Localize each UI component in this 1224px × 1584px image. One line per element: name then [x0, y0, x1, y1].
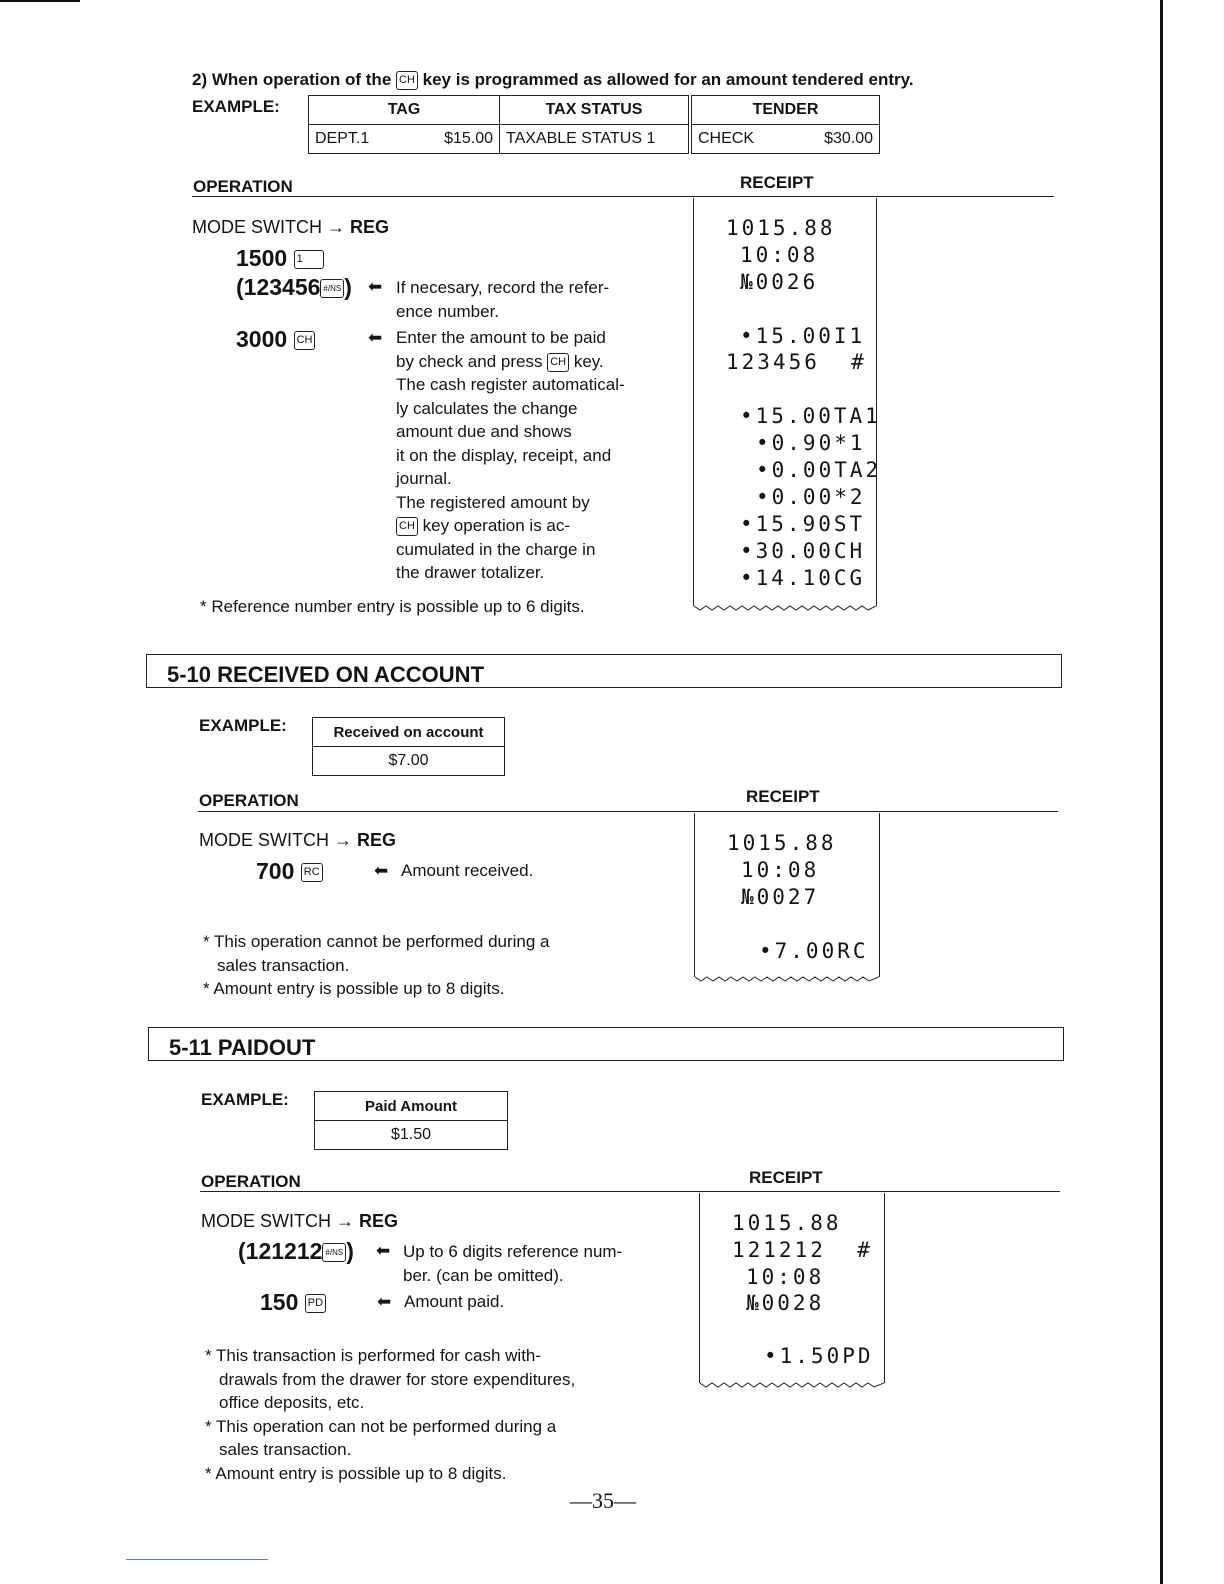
- step-value: 3000: [236, 326, 288, 352]
- mode-switch-line: [199, 830, 396, 851]
- box-header: Paid Amount: [315, 1092, 508, 1121]
- receipt-1: [693, 198, 882, 606]
- left-arrow-icon: ⬅: [377, 1292, 392, 1311]
- arrow-icon: →: [336, 1211, 355, 1231]
- ch-key-icon: CH: [547, 353, 569, 372]
- arrow-icon: →: [327, 217, 346, 237]
- receipt-tear-edge: [700, 1381, 884, 1389]
- box-header: Received on account: [313, 718, 505, 747]
- receipt-line: 10:08: [746, 1265, 825, 1289]
- note-line: * This transaction is performed for cash with-: [205, 1346, 542, 1365]
- divider: [198, 811, 1058, 812]
- ch-key-icon: CH: [294, 331, 316, 350]
- page-number: —35—: [570, 1488, 636, 1513]
- section-title: 5-11 PAIDOUT: [169, 1035, 316, 1060]
- receipt-tear-edge: [694, 604, 876, 612]
- desc-text: by check and press: [396, 351, 543, 371]
- example-label: EXAMPLE:: [199, 716, 287, 735]
- step-desc: Amount received.: [401, 861, 534, 880]
- top-corner-line: [0, 0, 80, 2]
- mode-switch-line: [201, 1211, 398, 1232]
- desc-text: key operation is ac-: [422, 516, 571, 535]
- note-line: * This operation can not be performed during a: [205, 1416, 557, 1436]
- mode-value: REG: [359, 1211, 399, 1231]
- receipt-3: [699, 1193, 885, 1383]
- dept-amount: $15.00: [444, 130, 493, 147]
- desc-line: it on the display, receipt, and: [396, 445, 612, 465]
- step-value: 150: [260, 1289, 299, 1315]
- note-line: * Amount entry is possible up to 8 digits.: [205, 1463, 507, 1483]
- desc-line: [403, 1264, 622, 1288]
- table-cell-tender: [690, 125, 880, 154]
- receipt-line: •1.50PD: [764, 1344, 874, 1368]
- box-value: $1.50: [315, 1121, 508, 1150]
- left-arrow-icon: ⬅: [368, 277, 383, 296]
- receipt-line: •0.90*1: [756, 431, 866, 455]
- table-cell-tag: [309, 125, 500, 154]
- intro-heading: [192, 70, 914, 90]
- desc-line: [396, 350, 625, 374]
- example-box: [312, 717, 505, 776]
- mode-switch-text: MODE SWITCH: [201, 1211, 331, 1231]
- dept-name: DEPT.1: [315, 130, 370, 147]
- desc-line: Up to 6 digits reference num-: [403, 1242, 623, 1261]
- desc-line: ly calculates the change: [396, 398, 578, 418]
- step-ref-number: [238, 1238, 354, 1265]
- example-box: [314, 1091, 508, 1150]
- pd-key-icon: PD: [305, 1294, 326, 1313]
- mode-switch-text: MODE SWITCH: [199, 830, 329, 850]
- step-700: [256, 858, 323, 885]
- ns-key-icon: #/NS: [322, 1243, 346, 1262]
- notes: [205, 1344, 575, 1485]
- receipt-line: •7.00RC: [759, 939, 869, 963]
- desc-line: journal.: [396, 469, 452, 488]
- receipt-line: •30.00CH: [740, 539, 866, 563]
- step-ref-desc: [396, 276, 609, 323]
- dept1-key-icon: 1: [294, 250, 324, 269]
- receipt-line: №0028: [746, 1291, 825, 1315]
- example-label: EXAMPLE:: [201, 1090, 289, 1109]
- receipt-line: 10:08: [741, 858, 820, 882]
- desc-line: If necesary, record the refer-: [396, 278, 610, 297]
- example-label: EXAMPLE:: [192, 97, 280, 116]
- step-close: ): [346, 1238, 354, 1264]
- receipt-line: •0.00*2: [756, 485, 866, 509]
- receipt-line: 1015.88: [726, 216, 836, 240]
- receipt-line: •0.00TA2: [756, 458, 882, 482]
- receipt-line: №0026: [740, 270, 819, 294]
- table-header-tender: TENDER: [690, 96, 880, 125]
- left-arrow-icon: ⬅: [374, 861, 389, 880]
- step-value: (121212: [238, 1238, 323, 1264]
- desc-line: Enter the amount to be paid: [396, 328, 606, 347]
- tender-method: CHECK: [698, 130, 755, 147]
- desc-line: ence number.: [396, 301, 500, 321]
- receipt-label: RECEIPT: [749, 1168, 823, 1187]
- box-value: $7.00: [313, 747, 505, 776]
- step-value: 1500: [236, 245, 288, 271]
- step-ref-number: [236, 274, 352, 301]
- arrow-icon: →: [334, 830, 353, 850]
- receipt-line: 123456 #: [726, 350, 867, 374]
- step-150: [260, 1289, 326, 1316]
- section-header-5-11: [148, 1027, 1064, 1061]
- intro-text-b: key is programmed as allowed for an amount tendered entry.: [422, 70, 914, 89]
- left-arrow-icon: ⬅: [376, 1241, 391, 1260]
- note-line: sales transaction.: [217, 955, 350, 975]
- receipt-label: RECEIPT: [740, 173, 814, 192]
- mode-switch-line: [192, 217, 389, 238]
- step-value: 700: [256, 858, 295, 884]
- step-close: ): [344, 274, 352, 300]
- note-line: office deposits, etc.: [219, 1393, 365, 1412]
- divider: [192, 196, 1054, 197]
- desc-line: [396, 514, 625, 538]
- step-3000-desc: [396, 326, 625, 585]
- step-desc: Amount paid.: [404, 1292, 505, 1311]
- receipt-line: •15.00TA1: [740, 404, 881, 428]
- receipt-label: RECEIPT: [746, 787, 820, 806]
- desc-text: ber. (can be omitted).: [403, 1265, 564, 1285]
- step-value: (123456: [236, 274, 321, 300]
- note-line: drawals from the drawer for store expenditures,: [219, 1369, 576, 1389]
- table-header-tag: TAG: [309, 96, 500, 125]
- mode-value: REG: [357, 830, 397, 850]
- receipt-line: •15.00I1: [740, 324, 866, 348]
- desc-text: key.: [573, 351, 604, 371]
- operation-label: OPERATION: [201, 1172, 301, 1191]
- step-3000: [236, 326, 315, 353]
- receipt-line: 10:08: [740, 243, 819, 267]
- table-header-tax-status: TAX STATUS: [500, 96, 691, 125]
- notes: [203, 930, 550, 1001]
- note-line: sales transaction.: [219, 1440, 352, 1459]
- ns-key-icon: #/NS: [320, 279, 344, 298]
- step-ref-desc: [403, 1240, 622, 1287]
- ch-key-icon: CH: [396, 517, 418, 536]
- receipt-line: 1015.88: [732, 1211, 842, 1235]
- rc-key-icon: RC: [301, 863, 323, 882]
- operation-label: OPERATION: [199, 791, 299, 810]
- section-header-5-10: [146, 654, 1062, 688]
- intro-text-a: 2) When operation of the: [192, 70, 392, 89]
- tender-amount: $30.00: [824, 130, 873, 147]
- step-1500: [236, 245, 324, 272]
- receipt-line: №0027: [741, 885, 820, 909]
- table-cell-tax-status: TAXABLE STATUS 1: [500, 125, 691, 154]
- note-line: * Amount entry is possible up to 8 digits.: [203, 979, 505, 998]
- receipt-tear-edge: [695, 975, 879, 983]
- left-arrow-icon: ⬅: [368, 328, 383, 347]
- desc-line: The cash register automatical-: [396, 375, 625, 394]
- ch-key-icon: CH: [396, 71, 418, 90]
- section-title: 5-10 RECEIVED ON ACCOUNT: [167, 662, 485, 687]
- receipt-line: •14.10CG: [740, 566, 866, 590]
- footnote: * Reference number entry is possible up to 6 digits.: [200, 597, 585, 616]
- note-line: * This operation cannot be performed during a: [203, 932, 550, 951]
- mode-value: REG: [350, 217, 390, 237]
- divider: [200, 1191, 1060, 1192]
- mode-switch-text: MODE SWITCH: [192, 217, 322, 237]
- receipt-line: •15.90ST: [740, 512, 866, 536]
- page-edge-line: [1160, 0, 1163, 1584]
- desc-line: the drawer totalizer.: [396, 563, 545, 582]
- receipt-2: [694, 813, 880, 977]
- receipt-line: 1015.88: [727, 831, 837, 855]
- desc-line: cumulated in the charge in: [396, 539, 596, 559]
- example-table: [308, 95, 880, 154]
- desc-line: The registered amount by: [396, 492, 590, 512]
- operation-label: OPERATION: [193, 177, 293, 196]
- bottom-mark: [126, 1559, 268, 1560]
- desc-line: amount due and shows: [396, 422, 572, 441]
- receipt-line: 121212 #: [732, 1238, 873, 1262]
